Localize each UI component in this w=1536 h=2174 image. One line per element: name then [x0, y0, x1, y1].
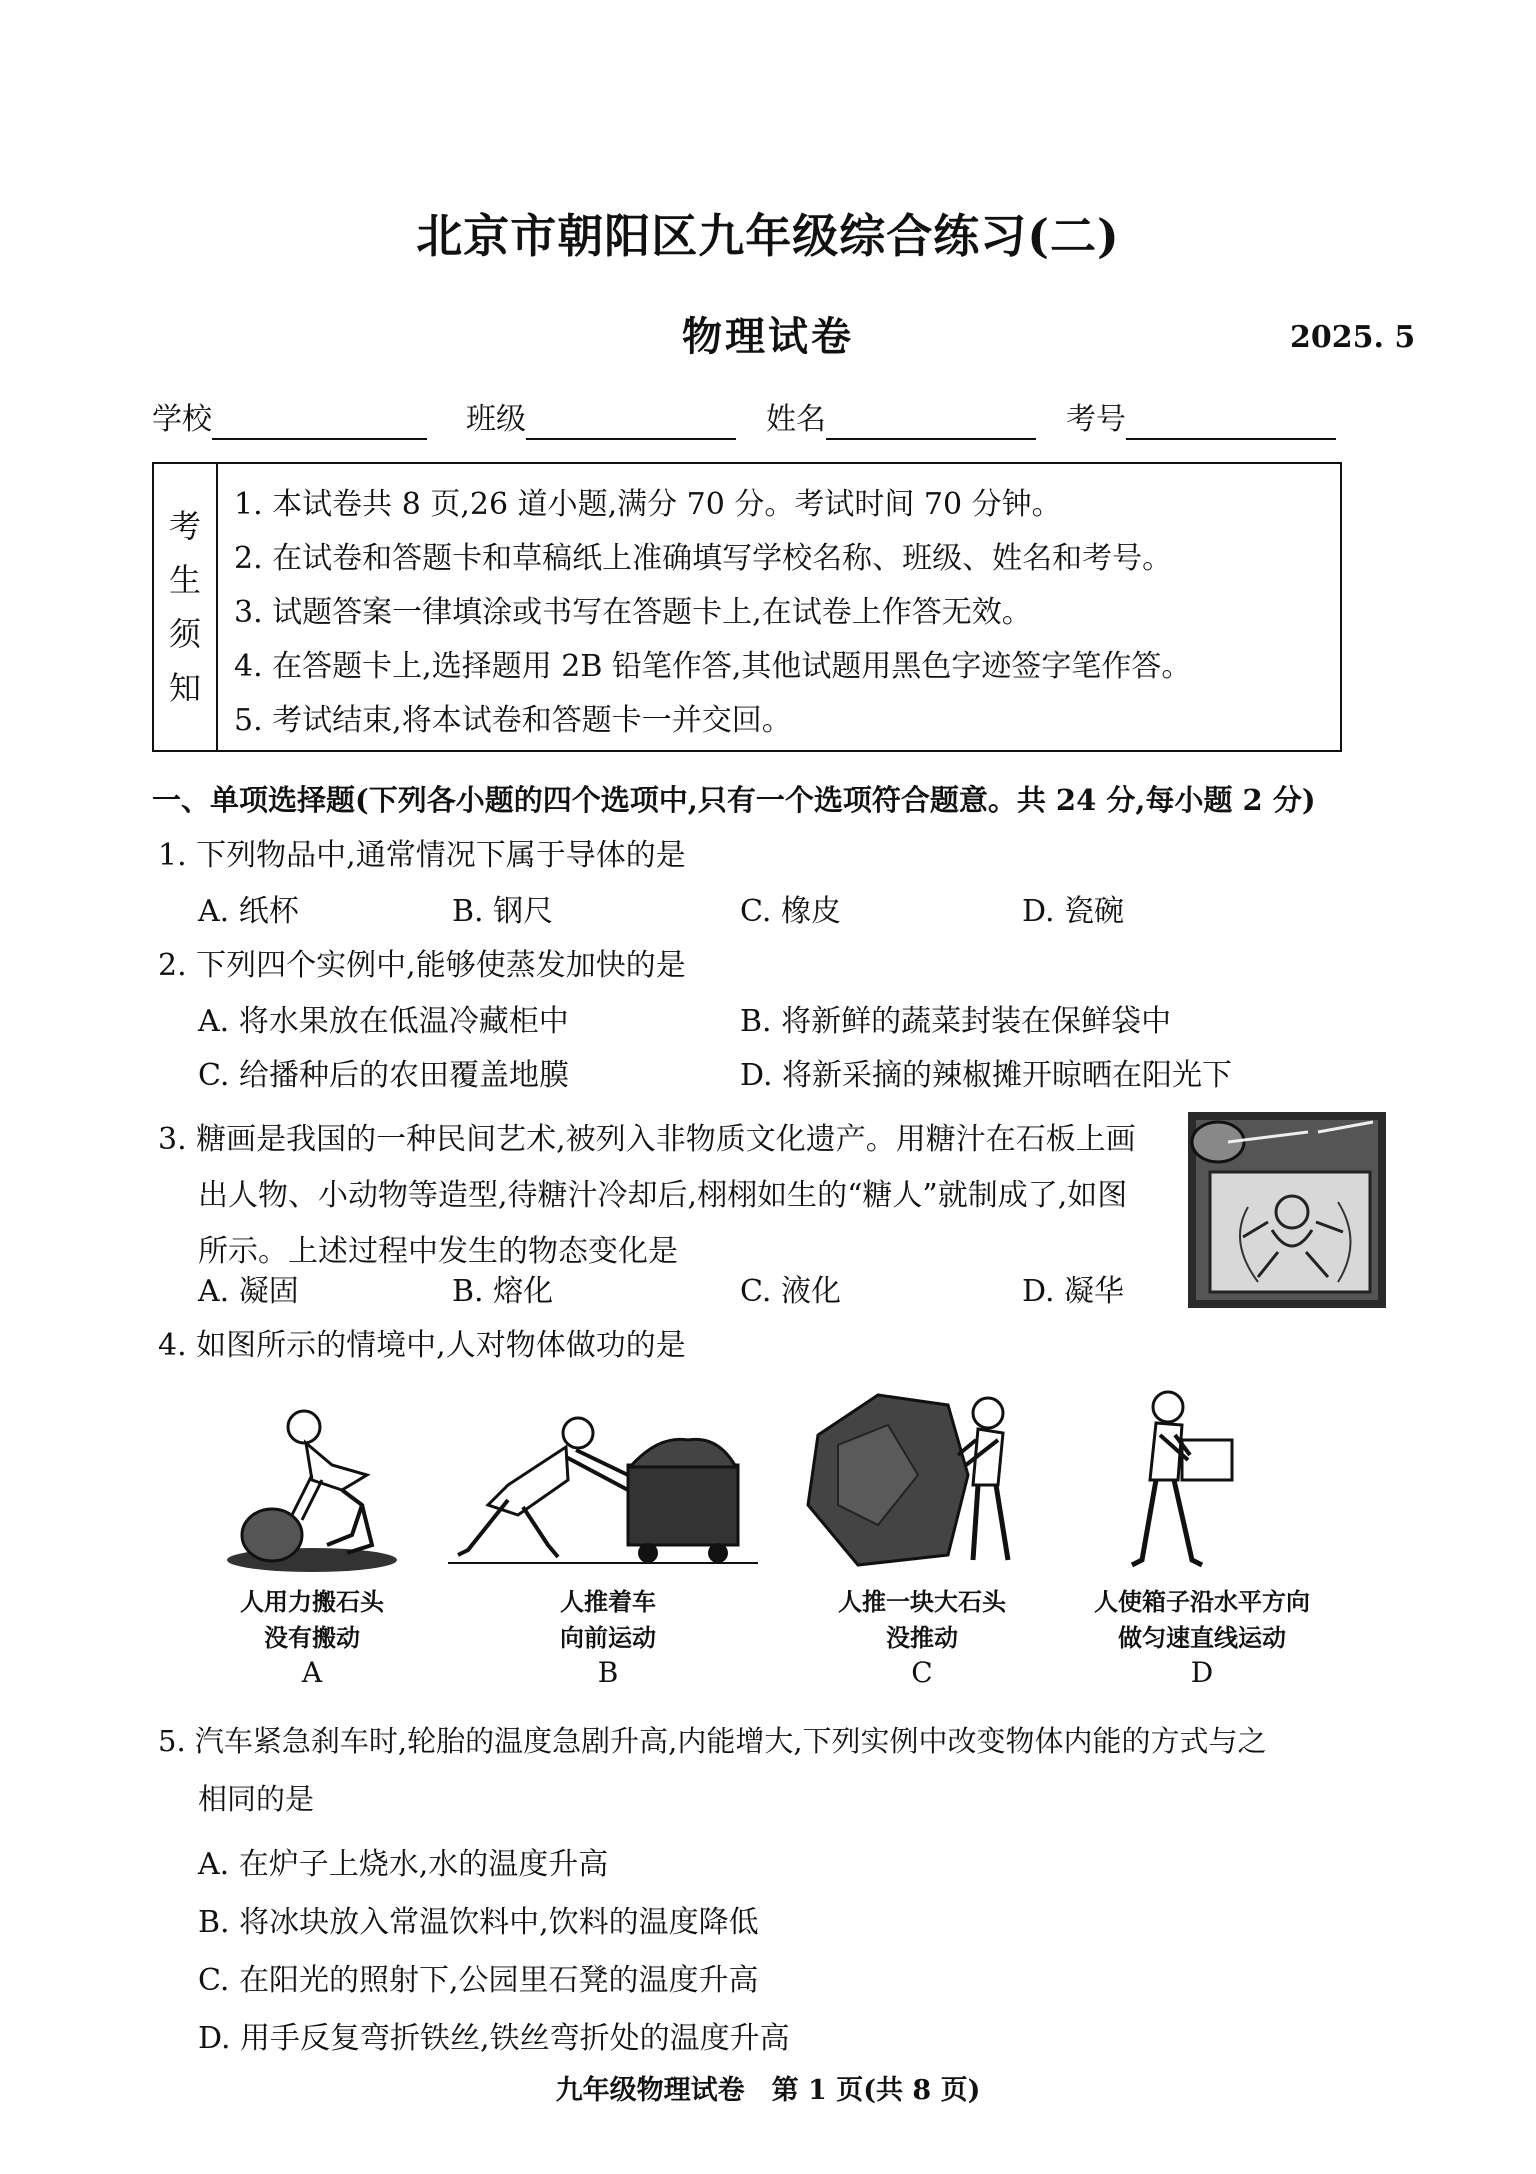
school-blank — [212, 404, 427, 440]
q5-stem: 5. 汽车紧急刹车时,轮胎的温度急剧升高,内能增大,下列实例中改变物体内能的方式与之 相同的是 — [158, 1724, 1267, 1816]
notice-items — [234, 478, 1191, 748]
q2-option-b: B. 将新鲜的蔬菜封装在保鲜袋中 — [740, 1004, 1172, 1039]
exam-subtitle: 物理试卷 — [682, 313, 854, 360]
name-label: 姓名 — [766, 402, 826, 437]
q1-option-d: D. 瓷碗 — [1022, 894, 1125, 929]
section-heading: 一、单项选择题(下列各小题的四个选项中,只有一个选项符合题意。共 24 分,每小题 2 分) — [152, 783, 1316, 817]
school-label: 学校 — [152, 402, 212, 437]
q3-stem: 3. 糖画是我国的一种民间艺术,被列入非物质文化遗产。用糖汁在石板上画 出人物、小动物等造型,待糖汁冷却后,栩栩如生的“糖人”就制成了,如图 所示。上述过程中发生的物态变化是 — [158, 1122, 1136, 1269]
figure-a-caption-2: 没有搬动 — [264, 1623, 360, 1652]
sugar-painting-image — [1188, 1112, 1386, 1308]
name-blank — [826, 404, 1036, 440]
q1-stem: 1. 下列物品中,通常情况下属于导体的是 — [158, 838, 686, 873]
q3-option-d: D. 凝华 — [1022, 1274, 1125, 1309]
figure-c-caption-2: 没推动 — [886, 1623, 958, 1652]
figure-b-caption-2: 向前运动 — [560, 1623, 656, 1652]
page-footer: 九年级物理试卷 第 1 页(共 8 页) — [555, 2075, 981, 2106]
q2-option-a: A. 将水果放在低温冷藏柜中 — [198, 1004, 569, 1039]
notice-item: 4. 在答题卡上,选择题用 2B 铅笔作答,其他试题用黑色字迹签字笔作答。 — [234, 649, 1192, 684]
q5-option-a: A. 在炉子上烧水,水的温度升高 — [198, 1847, 609, 1882]
q5-options — [198, 1836, 790, 2068]
figure-d-caption-1: 人使箱子沿水平方向 — [1094, 1587, 1310, 1616]
notice-item: 1. 本试卷共 8 页,26 道小题,满分 70 分。考试时间 70 分钟。 — [234, 487, 1062, 522]
notice-item: 3. 试题答案一律填涂或书写在答题卡上,在试卷上作答无效。 — [234, 595, 1032, 630]
q1-option-a: A. 纸杯 — [198, 894, 299, 929]
figure-c-letter: C — [911, 1656, 933, 1689]
q3-option-c: C. 液化 — [740, 1274, 841, 1309]
exam-title: 北京市朝阳区九年级综合练习(二) — [416, 209, 1120, 263]
exam-no-field — [1066, 400, 1336, 440]
figure-a-image — [222, 1395, 402, 1575]
figure-a-letter: A — [301, 1656, 323, 1689]
notice-box — [152, 462, 1342, 752]
name-field — [766, 400, 1036, 440]
exam-no-blank — [1126, 404, 1336, 440]
figure-c-image — [798, 1385, 1028, 1575]
figure-c-caption-1: 人推一块大石头 — [838, 1587, 1006, 1616]
notice-item: 2. 在试卷和答题卡和草稿纸上准确填写学校名称、班级、姓名和考号。 — [234, 541, 1173, 576]
class-field — [466, 400, 736, 440]
q1-option-b: B. 钢尺 — [452, 894, 554, 929]
figure-a-caption-1: 人用力搬石头 — [240, 1587, 384, 1616]
q3-option-a: A. 凝固 — [198, 1274, 299, 1309]
class-label: 班级 — [466, 402, 526, 437]
figure-d-caption-2: 做匀速直线运动 — [1118, 1623, 1286, 1652]
q5-option-d: D. 用手反复弯折铁丝,铁丝弯折处的温度升高 — [198, 2021, 790, 2056]
q3-option-b: B. 熔化 — [452, 1274, 554, 1309]
q2-option-c: C. 给播种后的农田覆盖地膜 — [198, 1058, 569, 1093]
q5-option-c: C. 在阳光的照射下,公园里石凳的温度升高 — [198, 1963, 759, 1998]
class-blank — [526, 404, 736, 440]
school-field — [152, 400, 427, 440]
figure-b-letter: B — [597, 1656, 619, 1689]
figure-d-image — [1120, 1385, 1240, 1575]
notice-label: 考 生 须 知 — [154, 464, 218, 750]
figure-b-caption-1: 人推着车 — [560, 1587, 656, 1616]
figure-b-image — [448, 1395, 758, 1575]
q4-stem: 4. 如图所示的情境中,人对物体做功的是 — [158, 1328, 686, 1363]
notice-item: 5. 考试结束,将本试卷和答题卡一并交回。 — [234, 703, 792, 738]
q1-option-c: C. 橡皮 — [740, 894, 841, 929]
q2-option-d: D. 将新采摘的辣椒摊开晾晒在阳光下 — [740, 1058, 1233, 1093]
q2-stem: 2. 下列四个实例中,能够使蒸发加快的是 — [158, 948, 686, 983]
q5-option-b: B. 将冰块放入常温饮料中,饮料的温度降低 — [198, 1905, 759, 1940]
figure-d-letter: D — [1190, 1656, 1214, 1689]
exam-no-label: 考号 — [1066, 402, 1126, 437]
exam-date: 2025. 5 — [1290, 320, 1416, 355]
